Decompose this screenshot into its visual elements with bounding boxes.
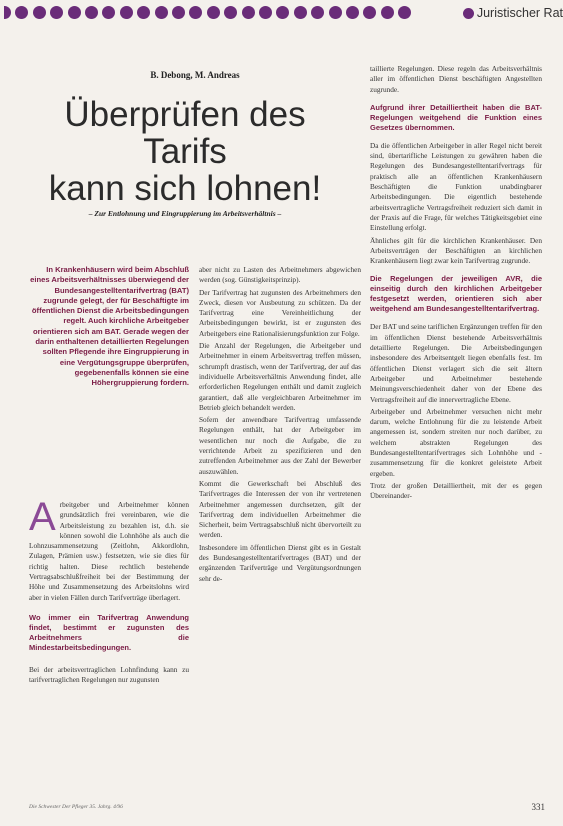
page-number: 331 <box>531 802 545 812</box>
header-dot <box>207 6 220 19</box>
header-dot <box>4 6 11 19</box>
paragraph: Arbeitgeber und Arbeitnehmer versuchen nicht mehr darum, welche Entlohnung für die zu leistende Arbeit angemessen ist, sondern streiten nur noch darüber, zu welchem abstrakten Regelungen des Bundesangestelltentarifvertrages sich Lohnhöhe und -zusammensetzung für die konkret geleistete Arbeit ergeben. <box>370 406 542 478</box>
header-dot <box>242 6 255 19</box>
pull-quote: Die Regelungen der jeweiligen AVR, die einseitig durch den kirchlichen Arbeitgeber festgesetzt werden, orientieren sich aber weitgehend am Bundesangestelltentarifvertrag. <box>370 274 542 314</box>
header-dot <box>294 6 307 19</box>
header-dot-bar <box>4 6 422 20</box>
paragraph: Trotz der großen Detailliertheit, mit der es gegen Übereinander- <box>370 480 542 501</box>
title-line-1: Überprüfen des Tarifs <box>64 95 306 171</box>
pull-quote: Aufgrund ihrer Detailliertheit haben die BAT-Regelungen weitgehend die Funktion eines Gesetzes übernommen. <box>370 102 542 132</box>
paragraph: Die Anzahl der Regelungen, die Arbeitgeber und Arbeitnehmer in einem Arbeitsvertrag treffen müssen, schrumpft drastisch, wenn der Tarifvertrag, der auf das individuelle Arbeitsverhältnis Anwendung findet, alle erforderlichen Regelungen enthält und damit zugleich garantiert, daß alle vergleichbaren Arbeitnehmer im Betrieb gleich behandelt werden. <box>199 341 361 412</box>
footer-source: Die Schwester Der Pfleger 35. Jahrg. 4/96 <box>29 804 123 810</box>
header-dot <box>155 6 168 19</box>
article-lead: In Krankenhäusern wird beim Abschluß eines Arbeitsverhältnisses überwiegend der Bundesangestelltentarifvertrag (BAT) zugrunde gelegt, der für Beschäftigte im öffentlichen Dienst die Arbeitsbedingungen regelt. Auch kirchliche Arbeitgeber orientieren sich am BAT. Gerade wegen der darin enthaltenen detaillierten Regelungen sollten Pflegende ihre Eingruppierung in eine Vergütungsgruppe überprüfen, gegebenenfalls können sie eine Höhergruppierung fordern. <box>30 265 189 388</box>
column-3 <box>370 64 542 504</box>
paragraph: Der BAT und seine tariflichen Ergänzungen treffen für den im öffentlichen Dienst bestehende Arbeitsverhältnis detaillierte Regelungen. Die Arbeitsbedingungen insbesondere des Arbeitsentgelt liegen ebenfalls fest. Im öffentlichen Dienst verlagert sich die seit ältern Arbeitgeber und Arbeitnehmer bestehende Meinungsverschiedenheit daher von der Ebene des Vertragsfreiheit auf die innervertragliche Ebene. <box>370 322 542 404</box>
header-dot <box>15 6 28 19</box>
paragraph: Bei der arbeitsvertraglichen Lohnfindung kann zu tarifvertraglichen Regelungen nur zugunsten <box>29 664 189 685</box>
article-authors: B. Debong, M. Andreas <box>150 70 240 80</box>
header-dot <box>363 6 376 19</box>
column-1 <box>29 495 189 688</box>
header-dot <box>311 6 324 19</box>
title-line-2: kann sich lohnen! <box>48 169 322 208</box>
paragraph <box>29 495 189 603</box>
drop-cap: A <box>29 495 56 539</box>
header-dot <box>137 6 150 19</box>
paragraph: Der Tarifvertrag hat zugunsten des Arbeitnehmers den Zweck, diesen vor Ausbeutung zu schützen. Da der Tarifvertrag eine Vereinheitlichung der Arbeitsbedingungen bewirkt, ist er zugunsten des Arbeitgebers eine Rationalisierungsfunktion zur Folge. <box>199 287 361 338</box>
paragraph: Ähnliches gilt für die kirchlichen Krankenhäuser. Den Arbeitsverträgen der Beschäftigten an kirchlichen Krankenhäusern liegt zwar kein Tarifvertrag zugrunde. <box>370 235 542 266</box>
column-2 <box>199 265 361 586</box>
header-dot <box>189 6 202 19</box>
header-dot <box>381 6 394 19</box>
paragraph: Insbesondere im öffentlichen Dienst gibt es in Gestalt des Bundesangestelltentarifvertrages (BAT) und der ergänzenden Tarifverträge und Vergütungsordnungen sehr de- <box>199 542 361 583</box>
section-label: Juristischer Rat <box>476 6 563 20</box>
paragraph: Kommt die Gewerkschaft bei Abschluß des Tarifvertrages die Interessen der von ihr vertretenen Arbeitnehmer angemessen durchsetzen, gilt der Tarifvertrag dem individuellen Arbeitnehmer die Sicherheit, beim Vertragsabschluß nicht übervorteilt zu werden. <box>199 478 361 540</box>
section-dot-icon <box>463 8 474 19</box>
article-subtitle: – Zur Entlohnung und Eingruppierung im Arbeitsverhältnis – <box>88 209 282 218</box>
header-dot <box>224 6 237 19</box>
paragraph: Da die öffentlichen Arbeitgeber in aller Regel nicht bereit sind, übertarifliche Leistungen zu gewähren haben die Regelungen des Bundesangestelltentarifvertrags für praktisch alle an öffentlichen Krankenhäusern Beschäftigten die Funktion unabdingbarer Arbeitsbedingungen. Die eigentlich bestehende arbeitsvertragliche Vertragsfreiheit reduziert sich damit in der Praxis auf die Frage, für welches Tätigkeitsgebiet eine Einstellung erfolgt. <box>370 140 542 233</box>
pull-quote: Wo immer ein Tarifvertrag Anwendung findet, bestimmt er zugunsten des Arbeitnehmers die Mindestarbeitsbedingungen. <box>29 612 189 652</box>
header-dot <box>85 6 98 19</box>
paragraph: aber nicht zu Lasten des Arbeitnehmers abgewichen werden (sog. Günstigkeitsprinzip). <box>199 265 361 285</box>
paragraph-text: rbeitgeber und Arbeitnehmer können grundsätzlich frei vereinbaren, wie die Arbeitsleistung zu bezahlen ist, d.h. sie können sowohl die Lohnhöhe als auch die Lohnzusammensetzung (Zeitlohn, Akkordlohn, Zulagen, Prämien usw.) festsetzen, wie sie dies für richtig halten. Diese rechtlich bestehende Vertragsabschlußfreiheit bei der Bestimmung der Höhe und Zusammensetzung des Arbeitslohns wird aber in vielen Fällen durch Tarifverträge überlagert. <box>29 500 189 602</box>
header-dot <box>346 6 359 19</box>
paragraph: Sofern der anwendbare Tarifvertrag umfassende Regelungen enthält, hat der Arbeitgeber im wesentlichen nur noch die Aufgabe, die zu verrichtende Arbeit zu spezifizieren und den zutreffenden Arbeitnehmer aus der Zahl der Bewerber auszuwählen. <box>199 415 361 476</box>
header-dot <box>259 6 272 19</box>
header-dot <box>33 6 46 19</box>
header-dot <box>68 6 81 19</box>
article-title <box>20 96 350 207</box>
section-tag <box>463 6 563 20</box>
header-dot <box>50 6 63 19</box>
header-dot <box>120 6 133 19</box>
paragraph: taillierte Regelungen. Diese regeln das Arbeitsverhältnis aller im öffentlichen Dienst beschäftigten Angestellten zugrunde. <box>370 64 542 94</box>
header-dot <box>102 6 115 19</box>
header-dot <box>172 6 185 19</box>
header-dot <box>398 6 411 19</box>
header-dot <box>276 6 289 19</box>
header-dot <box>329 6 342 19</box>
